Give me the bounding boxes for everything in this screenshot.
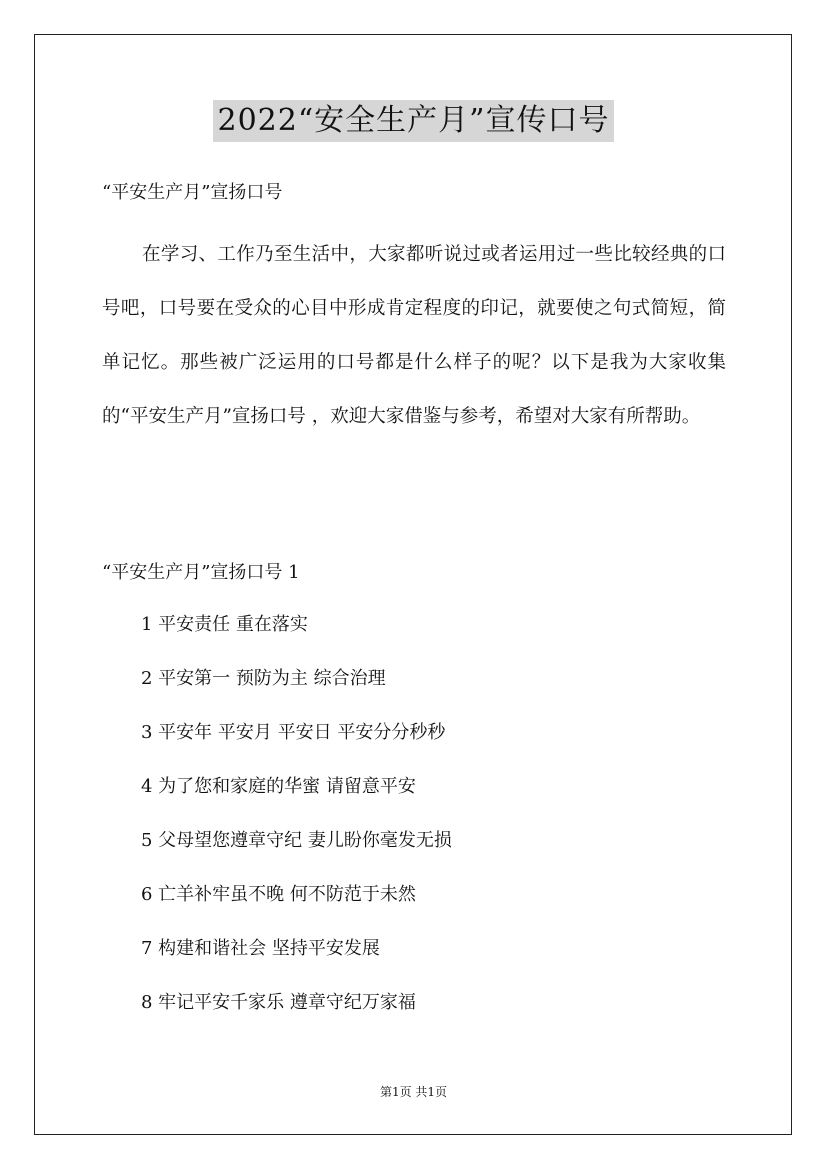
- slogan-item: 6 亡羊补牢虽不晚 何不防范于未然: [141, 884, 416, 905]
- slogan-item: 1 平安责任 重在落实: [141, 614, 308, 635]
- intro-paragraph: [102, 228, 726, 444]
- slogan-item: 4 为了您和家庭的华蜜 请留意平安: [141, 776, 416, 797]
- slogan-item: 5 父母望您遵章守纪 妻儿盼你毫发无损: [141, 830, 452, 851]
- slogan-list: [141, 613, 452, 1045]
- intro-text: 在学习、工作乃至生活中，大家都听说过或者运用过一些比较经典的口号吧，口号要在受众的心目中形成肯定程度的印记，就要使之句式简短，简单记忆。那些被广泛运用的口号都是什么样子的呢？以下是我为大家收集的“平安生产月”宣扬口号 ，欢迎大家借鉴与参考，希望对大家有所帮助。: [102, 244, 726, 427]
- list-heading: “平安生产月”宣扬口号 1: [102, 562, 300, 583]
- slogan-item: 8 牢记平安千家乐 遵章守纪万家福: [141, 992, 416, 1013]
- page-footer: 第1页 共1页: [379, 1085, 448, 1099]
- slogan-item: 7 构建和谐社会 坚持平安发展: [141, 938, 380, 959]
- title-container: [0, 100, 827, 142]
- document-title: 2022“安全生产月”宣传口号: [213, 100, 613, 142]
- slogan-item: 2 平安第一 预防为主 综合治理: [141, 668, 386, 689]
- section-heading: “平安生产月”宣扬口号: [102, 182, 283, 203]
- slogan-item: 3 平安年 平安月 平安日 平安分分秒秒: [141, 722, 446, 743]
